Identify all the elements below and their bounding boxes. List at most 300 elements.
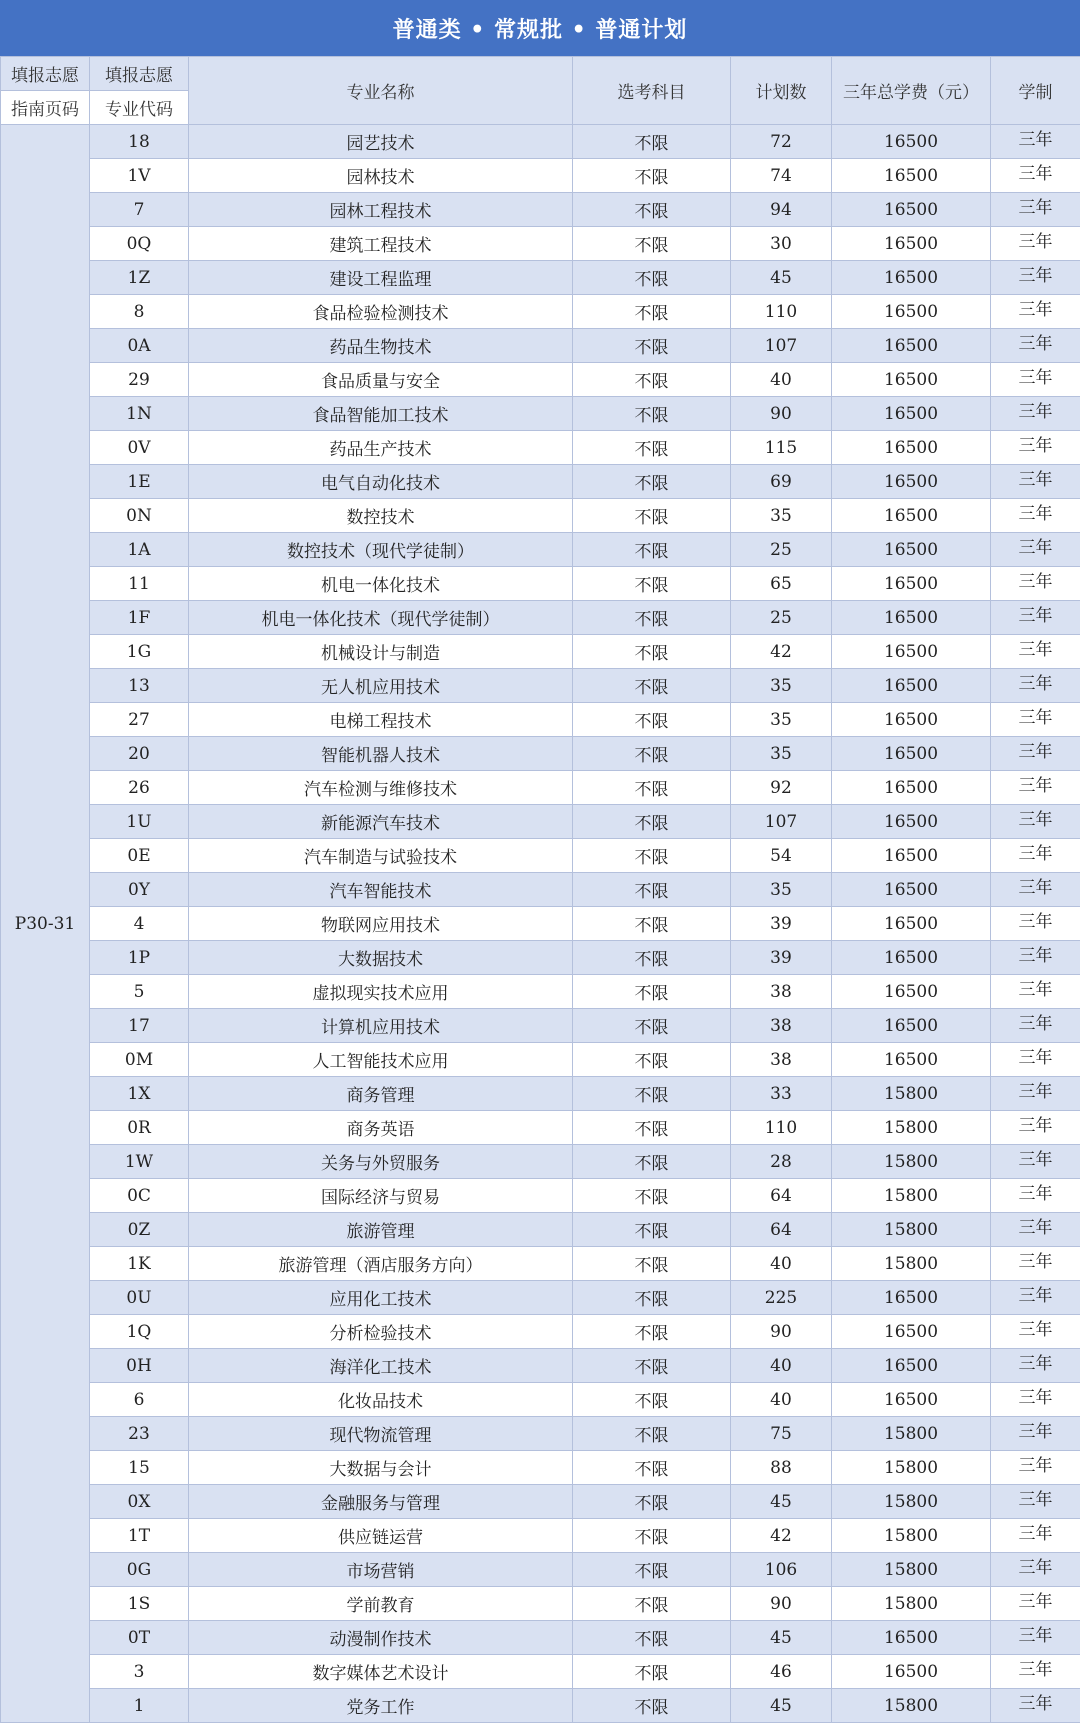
duration-text: 三年	[1019, 436, 1053, 456]
tuition-fee-cell: 16500	[832, 1043, 991, 1077]
table-row	[1, 601, 1080, 635]
tuition-fee-cell: 16500	[832, 669, 991, 703]
plan-count-cell: 35	[731, 703, 832, 737]
duration-cell	[991, 873, 1080, 907]
tuition-fee-cell: 15800	[832, 1451, 991, 1485]
duration-cell	[991, 805, 1080, 839]
table-row	[1, 839, 1080, 873]
tuition-header: 三年总学费（元）	[832, 57, 991, 125]
duration-text: 三年	[1019, 164, 1053, 184]
duration-text: 三年	[1019, 402, 1053, 422]
table-row	[1, 1485, 1080, 1519]
major-code-cell: 0X	[90, 1485, 189, 1519]
table-row	[1, 227, 1080, 261]
major-code-cell: 1T	[90, 1519, 189, 1553]
subject-requirement-cell: 不限	[573, 975, 731, 1009]
duration-text: 三年	[1019, 606, 1053, 626]
tuition-fee-cell: 16500	[832, 363, 991, 397]
duration-cell	[991, 1383, 1080, 1417]
major-code-cell: 1A	[90, 533, 189, 567]
duration-text: 三年	[1019, 198, 1053, 218]
major-name-cell: 分析检验技术	[189, 1315, 573, 1349]
duration-cell	[991, 907, 1080, 941]
major-name-cell: 大数据技术	[189, 941, 573, 975]
plan-count-cell: 42	[731, 1519, 832, 1553]
duration-cell	[991, 1077, 1080, 1111]
duration-text: 三年	[1019, 1354, 1053, 1374]
plan-count-cell: 64	[731, 1213, 832, 1247]
duration-text: 三年	[1019, 810, 1053, 830]
major-code-cell: 1F	[90, 601, 189, 635]
duration-cell	[991, 941, 1080, 975]
duration-text: 三年	[1019, 708, 1053, 728]
subject-requirement-cell: 不限	[573, 1553, 731, 1587]
table-row	[1, 1247, 1080, 1281]
major-name-cell: 旅游管理（酒店服务方向）	[189, 1247, 573, 1281]
tuition-fee-cell: 15800	[832, 1417, 991, 1451]
major-name-cell: 现代物流管理	[189, 1417, 573, 1451]
tuition-fee-cell: 16500	[832, 975, 991, 1009]
subject-requirement-cell: 不限	[573, 907, 731, 941]
subject-requirement-cell: 不限	[573, 1417, 731, 1451]
major-code-cell: 11	[90, 567, 189, 601]
duration-cell	[991, 465, 1080, 499]
major-name-cell: 商务英语	[189, 1111, 573, 1145]
duration-text: 三年	[1019, 1388, 1053, 1408]
admission-plan-table	[0, 56, 1080, 1723]
subject-requirement-cell: 不限	[573, 159, 731, 193]
duration-text: 三年	[1019, 1456, 1053, 1476]
plan-count-cell: 92	[731, 771, 832, 805]
tuition-fee-cell: 16500	[832, 431, 991, 465]
duration-text: 三年	[1019, 1082, 1053, 1102]
major-code-cell: 0T	[90, 1621, 189, 1655]
subject-requirement-cell: 不限	[573, 499, 731, 533]
major-name-cell: 机电一体化技术（现代学徒制）	[189, 601, 573, 635]
major-name-cell: 药品生产技术	[189, 431, 573, 465]
duration-cell	[991, 1655, 1080, 1689]
major-code-cell: 1W	[90, 1145, 189, 1179]
subject-requirement-cell: 不限	[573, 669, 731, 703]
duration-text: 三年	[1019, 1150, 1053, 1170]
plan-count-cell: 39	[731, 941, 832, 975]
plan-count-cell: 38	[731, 1043, 832, 1077]
major-code-cell: 20	[90, 737, 189, 771]
duration-cell	[991, 431, 1080, 465]
major-code-cell: 0H	[90, 1349, 189, 1383]
plan-count-cell: 25	[731, 601, 832, 635]
plan-count-cell: 35	[731, 669, 832, 703]
major-code-header-bottom: 专业代码	[90, 91, 189, 125]
major-name-cell: 汽车智能技术	[189, 873, 573, 907]
major-name-cell: 虚拟现实技术应用	[189, 975, 573, 1009]
table-row	[1, 737, 1080, 771]
tuition-fee-cell: 16500	[832, 873, 991, 907]
plan-count-cell: 46	[731, 1655, 832, 1689]
duration-cell	[991, 533, 1080, 567]
major-code-cell: 0R	[90, 1111, 189, 1145]
duration-text: 三年	[1019, 980, 1053, 1000]
tuition-fee-cell: 16500	[832, 329, 991, 363]
subject-requirement-cell: 不限	[573, 431, 731, 465]
plan-count-cell: 90	[731, 1315, 832, 1349]
plan-count-cell: 88	[731, 1451, 832, 1485]
tuition-fee-cell: 15800	[832, 1553, 991, 1587]
plan-count-cell: 110	[731, 295, 832, 329]
subject-requirement-cell: 不限	[573, 601, 731, 635]
plan-count-cell: 54	[731, 839, 832, 873]
subject-header: 选考科目	[573, 57, 731, 125]
subject-requirement-cell: 不限	[573, 261, 731, 295]
duration-cell	[991, 1247, 1080, 1281]
duration-cell	[991, 1451, 1080, 1485]
major-name-cell: 机电一体化技术	[189, 567, 573, 601]
major-code-cell: 1S	[90, 1587, 189, 1621]
major-code-cell: 8	[90, 295, 189, 329]
plan-count-cell: 45	[731, 1485, 832, 1519]
subject-requirement-cell: 不限	[573, 737, 731, 771]
subject-requirement-cell: 不限	[573, 533, 731, 567]
plan-count-cell: 35	[731, 499, 832, 533]
duration-cell	[991, 125, 1080, 159]
table-row	[1, 193, 1080, 227]
major-name-cell: 市场营销	[189, 1553, 573, 1587]
table-row	[1, 1145, 1080, 1179]
table-row	[1, 533, 1080, 567]
major-code-cell: 23	[90, 1417, 189, 1451]
plan-count-cell: 40	[731, 363, 832, 397]
plan-count-cell: 25	[731, 533, 832, 567]
subject-requirement-cell: 不限	[573, 839, 731, 873]
major-code-cell: 7	[90, 193, 189, 227]
duration-cell	[991, 839, 1080, 873]
tuition-fee-cell: 16500	[832, 839, 991, 873]
major-name-cell: 汽车检测与维修技术	[189, 771, 573, 805]
tuition-fee-cell: 16500	[832, 601, 991, 635]
duration-text: 三年	[1019, 368, 1053, 388]
duration-cell	[991, 1621, 1080, 1655]
major-code-cell: 1Q	[90, 1315, 189, 1349]
major-code-cell: 1U	[90, 805, 189, 839]
duration-cell	[991, 567, 1080, 601]
table-row	[1, 805, 1080, 839]
table-row	[1, 1519, 1080, 1553]
subject-requirement-cell: 不限	[573, 1077, 731, 1111]
table-row	[1, 669, 1080, 703]
duration-cell	[991, 1179, 1080, 1213]
tuition-fee-cell: 16500	[832, 397, 991, 431]
plan-count-cell: 64	[731, 1179, 832, 1213]
table-row	[1, 1417, 1080, 1451]
table-row	[1, 329, 1080, 363]
tuition-fee-cell: 15800	[832, 1111, 991, 1145]
table-row	[1, 1009, 1080, 1043]
major-name-cell: 应用化工技术	[189, 1281, 573, 1315]
major-name-cell: 金融服务与管理	[189, 1485, 573, 1519]
duration-text: 三年	[1019, 912, 1053, 932]
subject-requirement-cell: 不限	[573, 805, 731, 839]
major-name-cell: 园艺技术	[189, 125, 573, 159]
plan-count-cell: 107	[731, 329, 832, 363]
tuition-fee-cell: 15800	[832, 1485, 991, 1519]
subject-requirement-cell: 不限	[573, 873, 731, 907]
tuition-fee-cell: 15800	[832, 1247, 991, 1281]
subject-requirement-cell: 不限	[573, 1179, 731, 1213]
major-name-cell: 食品质量与安全	[189, 363, 573, 397]
duration-cell	[991, 635, 1080, 669]
subject-requirement-cell: 不限	[573, 1281, 731, 1315]
major-code-cell: 1N	[90, 397, 189, 431]
subject-requirement-cell: 不限	[573, 363, 731, 397]
major-name-cell: 关务与外贸服务	[189, 1145, 573, 1179]
tuition-fee-cell: 16500	[832, 1349, 991, 1383]
tuition-fee-cell: 16500	[832, 227, 991, 261]
duration-cell	[991, 329, 1080, 363]
plan-count-cell: 33	[731, 1077, 832, 1111]
subject-requirement-cell: 不限	[573, 771, 731, 805]
duration-text: 三年	[1019, 1626, 1053, 1646]
table-row	[1, 397, 1080, 431]
plan-count-cell: 35	[731, 737, 832, 771]
duration-text: 三年	[1019, 1184, 1053, 1204]
duration-cell	[991, 1213, 1080, 1247]
table-row	[1, 1043, 1080, 1077]
major-code-cell: 1K	[90, 1247, 189, 1281]
tuition-fee-cell: 15800	[832, 1179, 991, 1213]
table-row	[1, 1315, 1080, 1349]
subject-requirement-cell: 不限	[573, 1689, 731, 1723]
duration-cell	[991, 1417, 1080, 1451]
major-name-cell: 国际经济与贸易	[189, 1179, 573, 1213]
major-code-cell: 1P	[90, 941, 189, 975]
duration-cell	[991, 1111, 1080, 1145]
plan-count-cell: 106	[731, 1553, 832, 1587]
subject-requirement-cell: 不限	[573, 1383, 731, 1417]
plan-count-cell: 90	[731, 397, 832, 431]
plan-count-cell: 75	[731, 1417, 832, 1451]
major-name-cell: 商务管理	[189, 1077, 573, 1111]
major-code-cell: 0E	[90, 839, 189, 873]
plan-count-cell: 65	[731, 567, 832, 601]
duration-text: 三年	[1019, 572, 1053, 592]
tuition-fee-cell: 15800	[832, 1077, 991, 1111]
tuition-fee-cell: 15800	[832, 1145, 991, 1179]
major-name-cell: 物联网应用技术	[189, 907, 573, 941]
major-code-cell: 0M	[90, 1043, 189, 1077]
subject-requirement-cell: 不限	[573, 703, 731, 737]
subject-requirement-cell: 不限	[573, 329, 731, 363]
subject-requirement-cell: 不限	[573, 1247, 731, 1281]
table-row	[1, 1213, 1080, 1247]
major-name-cell: 电气自动化技术	[189, 465, 573, 499]
duration-cell	[991, 1485, 1080, 1519]
major-code-cell: 5	[90, 975, 189, 1009]
duration-cell	[991, 1315, 1080, 1349]
major-name-cell: 旅游管理	[189, 1213, 573, 1247]
duration-cell	[991, 227, 1080, 261]
tuition-fee-cell: 16500	[832, 737, 991, 771]
duration-cell	[991, 397, 1080, 431]
plan-count-cell: 38	[731, 1009, 832, 1043]
tuition-fee-cell: 16500	[832, 567, 991, 601]
duration-cell	[991, 1281, 1080, 1315]
major-code-cell: 0Z	[90, 1213, 189, 1247]
major-code-cell: 1G	[90, 635, 189, 669]
duration-text: 三年	[1019, 1116, 1053, 1136]
duration-text: 三年	[1019, 878, 1053, 898]
table-row	[1, 941, 1080, 975]
duration-text: 三年	[1019, 334, 1053, 354]
duration-cell	[991, 975, 1080, 1009]
plan-count-cell: 115	[731, 431, 832, 465]
major-code-cell: 26	[90, 771, 189, 805]
table-row	[1, 567, 1080, 601]
major-code-header-top: 填报志愿	[90, 57, 189, 91]
major-code-cell: 0Q	[90, 227, 189, 261]
major-code-cell: 0V	[90, 431, 189, 465]
plan-count-cell: 30	[731, 227, 832, 261]
duration-text: 三年	[1019, 1218, 1053, 1238]
table-row	[1, 1689, 1080, 1723]
table-row	[1, 499, 1080, 533]
table-row	[1, 465, 1080, 499]
duration-text: 三年	[1019, 1014, 1053, 1034]
duration-text: 三年	[1019, 470, 1053, 490]
duration-text: 三年	[1019, 1320, 1053, 1340]
major-code-cell: 1E	[90, 465, 189, 499]
tuition-fee-cell: 16500	[832, 1009, 991, 1043]
table-row	[1, 771, 1080, 805]
subject-requirement-cell: 不限	[573, 193, 731, 227]
subject-requirement-cell: 不限	[573, 1043, 731, 1077]
table-row	[1, 261, 1080, 295]
major-name-cell: 供应链运营	[189, 1519, 573, 1553]
duration-text: 三年	[1019, 1422, 1053, 1442]
tuition-fee-cell: 16500	[832, 941, 991, 975]
plan-count-cell: 40	[731, 1247, 832, 1281]
tuition-fee-cell: 16500	[832, 907, 991, 941]
table-row	[1, 125, 1080, 159]
header-row-top	[1, 57, 1080, 91]
tuition-fee-cell: 16500	[832, 159, 991, 193]
tuition-fee-cell: 15800	[832, 1689, 991, 1723]
duration-cell	[991, 669, 1080, 703]
major-name-cell: 无人机应用技术	[189, 669, 573, 703]
table-row	[1, 295, 1080, 329]
tuition-fee-cell: 16500	[832, 1383, 991, 1417]
major-code-cell: 0A	[90, 329, 189, 363]
major-name-cell: 建设工程监理	[189, 261, 573, 295]
table-row	[1, 635, 1080, 669]
guide-page-cell: P30-31	[1, 125, 90, 1723]
subject-requirement-cell: 不限	[573, 567, 731, 601]
tuition-fee-cell: 16500	[832, 1621, 991, 1655]
duration-cell	[991, 703, 1080, 737]
major-name-cell: 汽车制造与试验技术	[189, 839, 573, 873]
tuition-fee-cell: 15800	[832, 1213, 991, 1247]
duration-cell	[991, 601, 1080, 635]
duration-text: 三年	[1019, 946, 1053, 966]
subject-requirement-cell: 不限	[573, 1655, 731, 1689]
duration-cell	[991, 261, 1080, 295]
duration-text: 三年	[1019, 1286, 1053, 1306]
major-code-cell: 0U	[90, 1281, 189, 1315]
major-code-cell: 1	[90, 1689, 189, 1723]
duration-header: 学制	[991, 57, 1080, 125]
major-code-cell: 29	[90, 363, 189, 397]
duration-text: 三年	[1019, 1524, 1053, 1544]
subject-requirement-cell: 不限	[573, 295, 731, 329]
major-code-cell: 6	[90, 1383, 189, 1417]
major-name-cell: 机械设计与制造	[189, 635, 573, 669]
duration-cell	[991, 499, 1080, 533]
major-code-cell: 0C	[90, 1179, 189, 1213]
table-row	[1, 1451, 1080, 1485]
tuition-fee-cell: 16500	[832, 771, 991, 805]
duration-cell	[991, 737, 1080, 771]
tuition-fee-cell: 16500	[832, 465, 991, 499]
duration-cell	[991, 771, 1080, 805]
major-code-cell: 0G	[90, 1553, 189, 1587]
duration-text: 三年	[1019, 1252, 1053, 1272]
tuition-fee-cell: 16500	[832, 635, 991, 669]
plan-count-cell: 40	[731, 1349, 832, 1383]
major-name-cell: 计算机应用技术	[189, 1009, 573, 1043]
duration-cell	[991, 1145, 1080, 1179]
duration-text: 三年	[1019, 1660, 1053, 1680]
table-title: 普通类 • 常规批 • 普通计划	[0, 0, 1080, 56]
duration-cell	[991, 1009, 1080, 1043]
major-name-cell: 药品生物技术	[189, 329, 573, 363]
subject-requirement-cell: 不限	[573, 1349, 731, 1383]
plan-count-cell: 69	[731, 465, 832, 499]
subject-requirement-cell: 不限	[573, 125, 731, 159]
duration-text: 三年	[1019, 776, 1053, 796]
major-name-cell: 人工智能技术应用	[189, 1043, 573, 1077]
major-code-cell: 13	[90, 669, 189, 703]
table-row	[1, 1179, 1080, 1213]
major-name-cell: 学前教育	[189, 1587, 573, 1621]
plan-count-cell: 42	[731, 635, 832, 669]
duration-cell	[991, 1043, 1080, 1077]
table-row	[1, 1553, 1080, 1587]
major-name-cell: 食品智能加工技术	[189, 397, 573, 431]
plan-count-cell: 94	[731, 193, 832, 227]
major-code-cell: 1Z	[90, 261, 189, 295]
subject-requirement-cell: 不限	[573, 397, 731, 431]
major-name-cell: 建筑工程技术	[189, 227, 573, 261]
table-row	[1, 907, 1080, 941]
major-name-cell: 化妆品技术	[189, 1383, 573, 1417]
plan-count-cell: 45	[731, 261, 832, 295]
duration-cell	[991, 1553, 1080, 1587]
plan-count-cell: 28	[731, 1145, 832, 1179]
subject-requirement-cell: 不限	[573, 635, 731, 669]
major-name-cell: 电梯工程技术	[189, 703, 573, 737]
duration-cell	[991, 1349, 1080, 1383]
major-name-cell: 大数据与会计	[189, 1451, 573, 1485]
tuition-fee-cell: 16500	[832, 193, 991, 227]
major-name-cell: 数控技术	[189, 499, 573, 533]
major-code-cell: 17	[90, 1009, 189, 1043]
plan-count-cell: 90	[731, 1587, 832, 1621]
major-name-cell: 数控技术（现代学徒制）	[189, 533, 573, 567]
table-row	[1, 1655, 1080, 1689]
tuition-fee-cell: 16500	[832, 1315, 991, 1349]
subject-requirement-cell: 不限	[573, 1315, 731, 1349]
tuition-fee-cell: 15800	[832, 1519, 991, 1553]
major-name-cell: 数字媒体艺术设计	[189, 1655, 573, 1689]
